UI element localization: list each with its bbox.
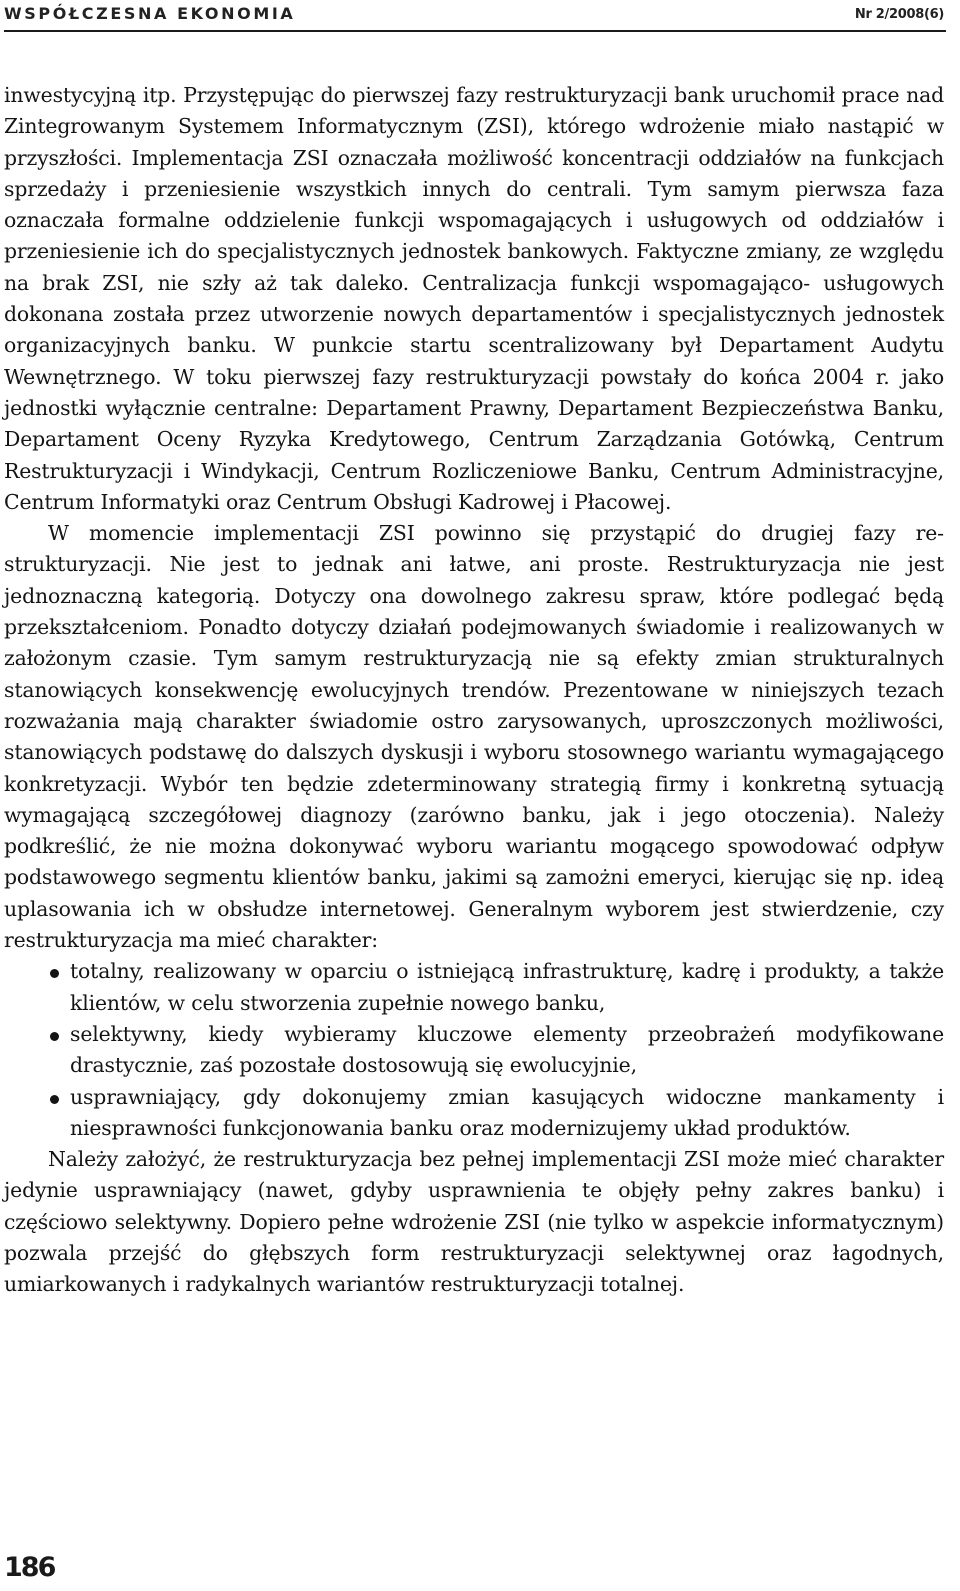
running-header [4, 0, 946, 32]
list-item-text: totalny, realizowany w oparciu o istniejącą infrastrukturę, kadrę i produkty, a także klientów, w celu stworzenia zupełnie nowego banku, [70, 959, 944, 1015]
page-number: 186 [4, 1552, 55, 1583]
list-item-text: selektywny, kiedy wybieramy kluczowe elementy przeobrażeń modyfikowane drastycznie, zaś pozostałe dostosowują się ewolucyjnie, [70, 1021, 944, 1078]
issue-number: Nr 2/2008(6) [854, 7, 944, 22]
bullet-icon [50, 1032, 59, 1041]
paragraph-1: inwestycyjną itp. Przystępując do pierwszej fazy restrukturyzacji bank uruchomił prace nad Zintegrowanym Systemem Informatycznym (ZSI), którego wdrożenie miało nastąpić w przyszłości. Implementacja ZSI oznaczała możliwość koncentracji oddziałów na funkcjach sprzedaży i przeniesienie wszystkich innych do centrali. Tym samym pierwsza faza oznaczała formalne oddzielenie funkcji wspomagających i usługowych od oddziałów i przeniesienie ich do specjalistycznych jednostek bankowych. Faktyczne zmiany, ze względu na brak ZSI, nie szły aż tak daleko. Centralizacja funkcji wspomagająco- usługowych dokonana została przez utworzenie nowych departamentów i specjalistycznych jednostek organizacyjnych banku. W punkcie startu scentralizowany był Departament Audytu Wewnętrznego. W toku pierwszej fazy restrukturyzacji powstały do końca 2004 r. jako jednostki wyłącznie centralne: Departament Prawny, Departament Bezpieczeństwa Banku, Departament Oceny Ryzyka Kredytowego, Centrum Zarządzania Gotówką, Centrum Restrukturyzacji i Windykacji, Centrum Rozliczeniowe Banku, Centrum Administracyjne, Centrum Informatyki oraz Centrum Obsługi Kadrowej i Płacowej. [4, 83, 944, 514]
paragraph-2: W momencie implementacji ZSI powinno się przystąpić do drugiej fazy restrukturyzacji. Nie jest to jednak ani łatwe, ani proste. Restrukturyzacja nie jest jednoznaczną kategorią. Dotyczy ona dowolnego zakresu spraw, które podlegać będą przekształceniom. Ponadto dotyczy działań podejmowanych świadomie i realizowanych w założonym czasie. Tym samym restrukturyzacją nie są efekty zmian strukturalnych stanowiących konsekwencję ewolucyjnych trendów. Prezentowane w niniejszych tezach rozważania mają charakter świadomie ostro zarysowanych, uproszczonych możliwości, stanowiących podstawę do dalszych dyskusji i wyboru stosownego wariantu wymagającego konkretyzacji. Wybór ten będzie zdeterminowany strategią firmy i konkretną sytuacją wymagającą szczegółowej diagnozy (zarówno banku, jak i jego otoczenia). Należy podkreślić, że nie można dokonywać wyboru wariantu mogącego spowodować odpływ podstawowego segmentu klientów banku, jakimi są zamożni emeryci, kierując się np. ideą uplasowania ich w obsłudze internetowej. Generalnym wyborem jest stwierdzenie, czy restrukturyzacja ma mieć charakter: [4, 521, 944, 953]
bullet-icon [50, 969, 59, 978]
bullet-icon [50, 1095, 59, 1104]
list-item [4, 1019, 944, 1082]
bullet-list [4, 956, 944, 1144]
list-item-text: usprawniający, gdy dokonujemy zmian kasujących widoczne mankamenty i niesprawności funkcjonowania banku oraz modernizujemy układ produktów. [70, 1084, 944, 1140]
list-item [4, 956, 944, 1019]
article-body [4, 80, 944, 1301]
paragraph-3: Należy założyć, że restrukturyzacja bez pełnej implementacji ZSI może mieć charakter jedynie usprawniający (nawet, gdyby usprawnienia te objęły pełny zakres banku) i częściowo selektywny. Dopiero pełne wdrożenie ZSI (nie tylko w aspekcie informatycznym) pozwala przejść do głębszych form restrukturyzacji selektywnej oraz łagodnych, umiarkowanych i radykalnych wariantów restrukturyzacji totalnej. [4, 1147, 944, 1297]
list-item [4, 1082, 944, 1145]
journal-title: WSPÓŁCZESNA EKONOMIA [4, 4, 296, 23]
